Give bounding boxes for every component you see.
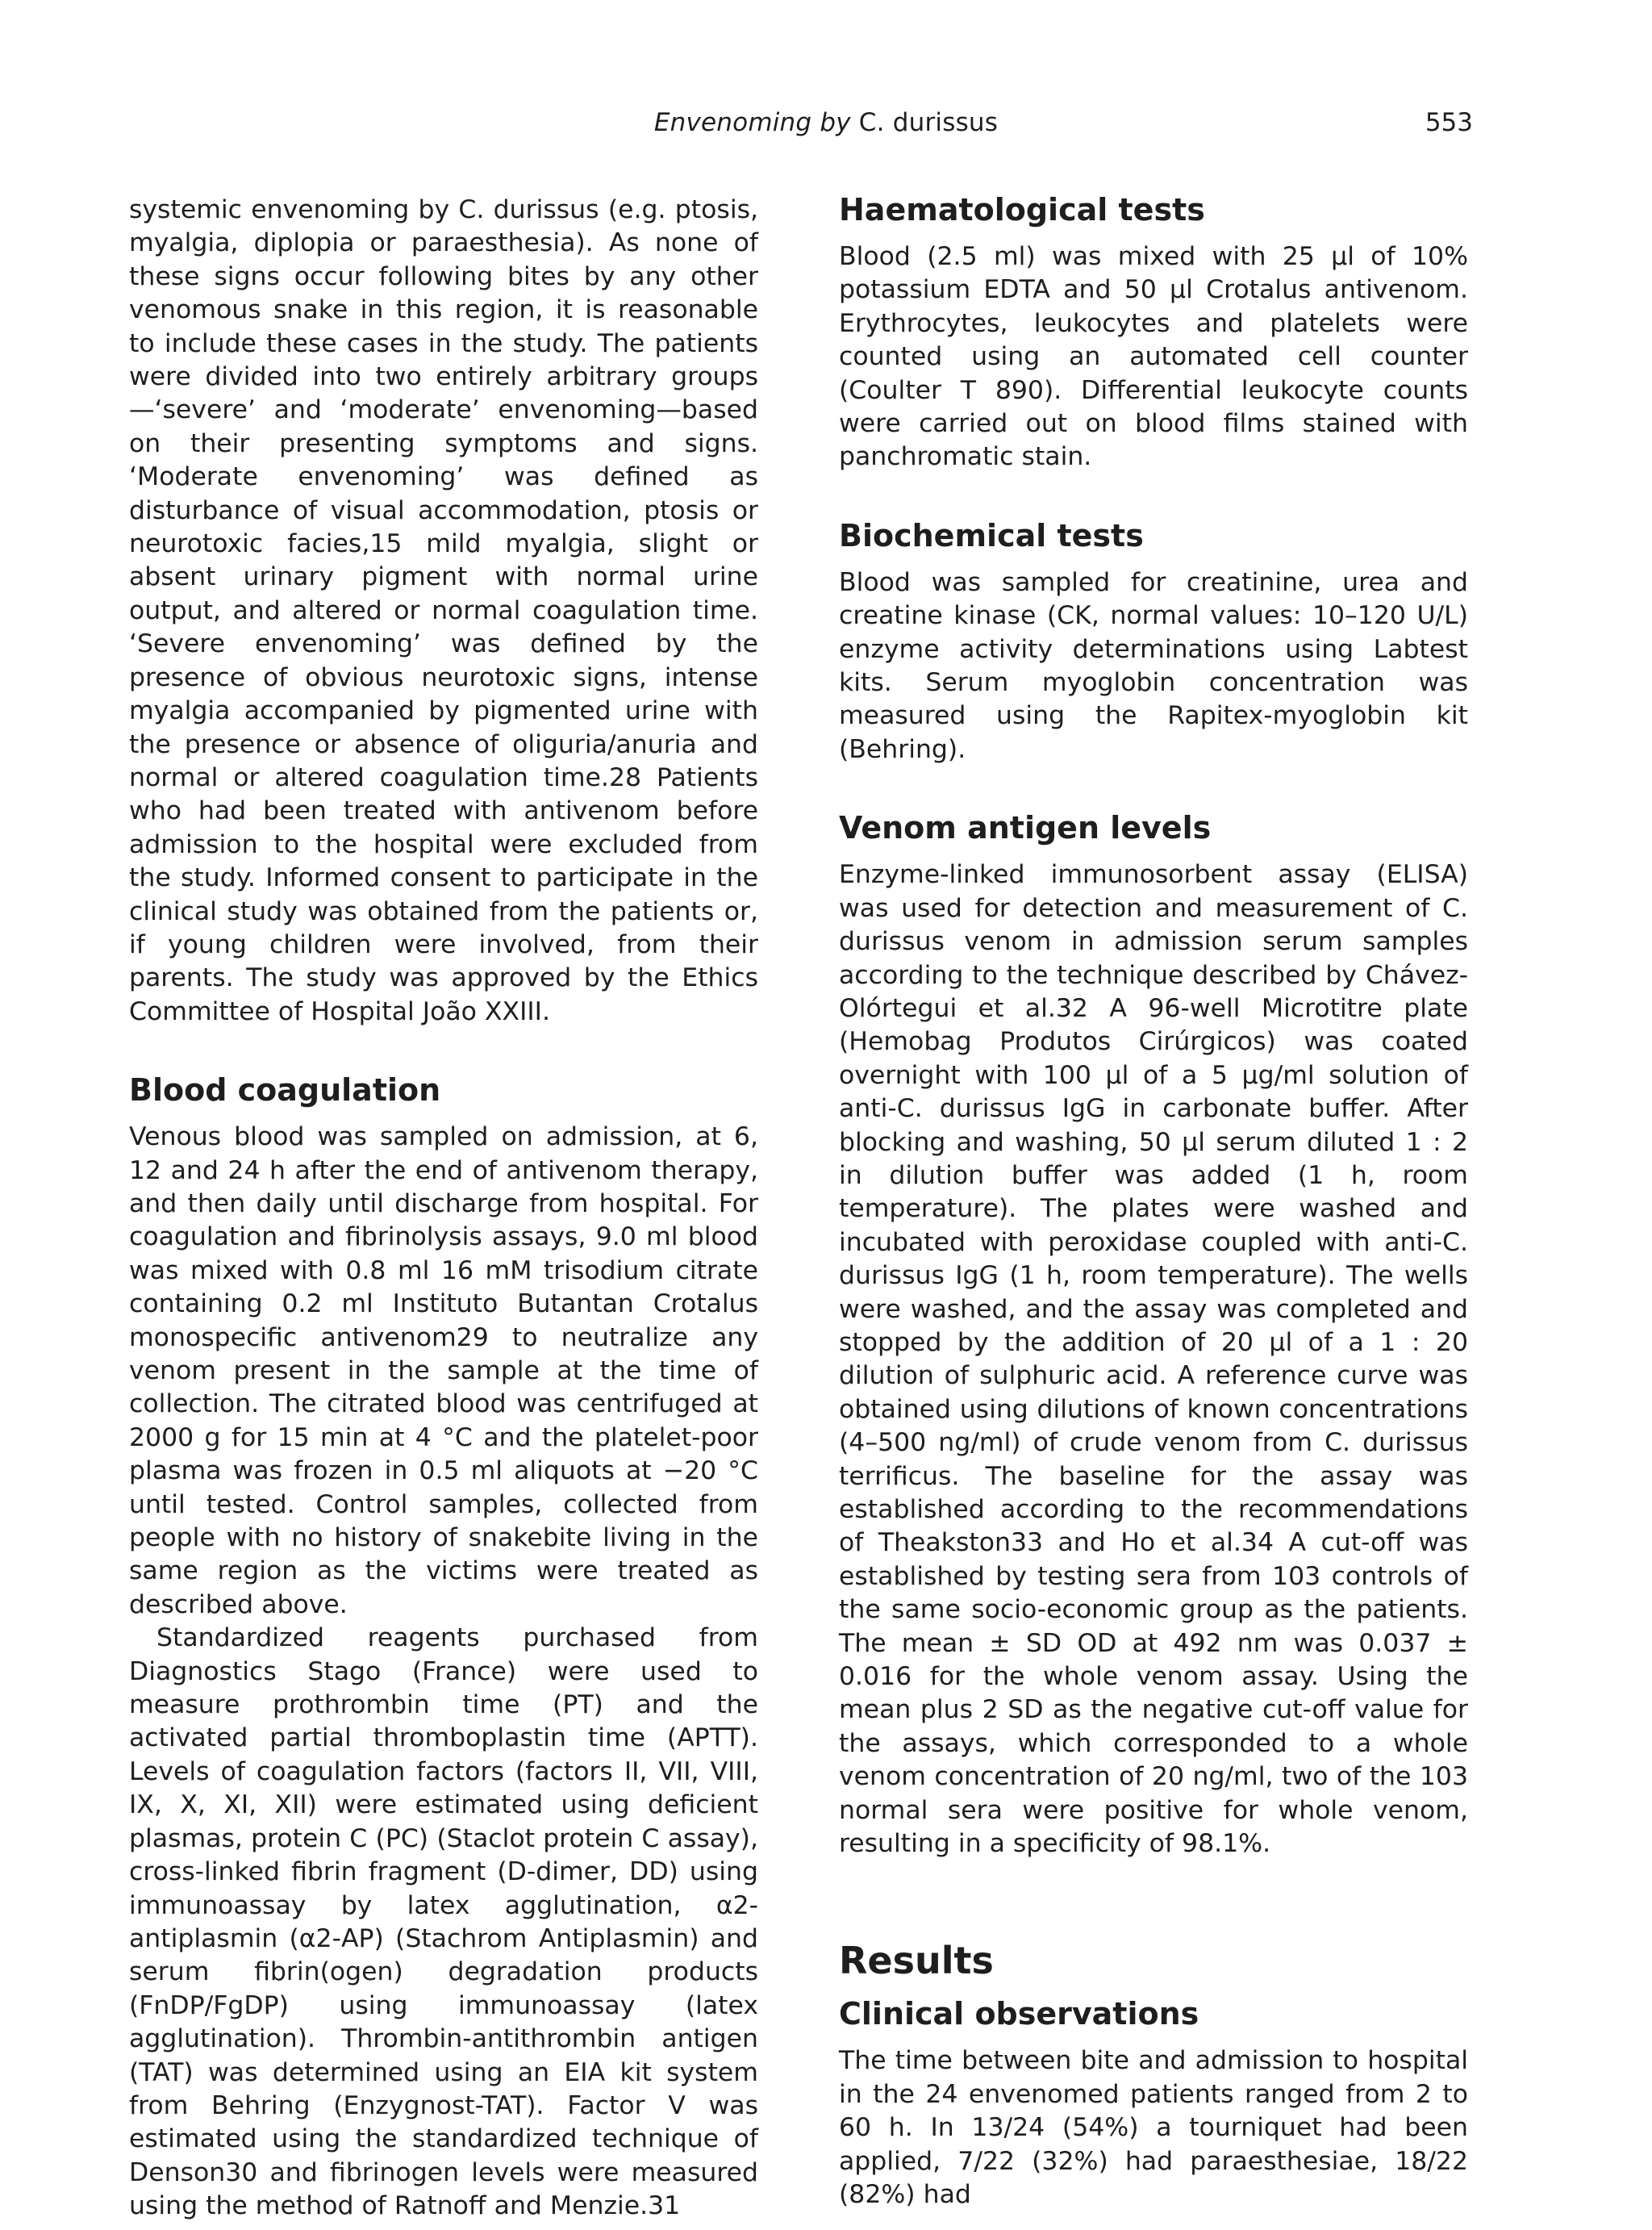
paragraph-clinical-observations: The time between bite and admission to hospital in the 24 envenomed patients ranged from 2 to 60 h. In 13/24 (54%) a tourniquet had been applied, 7/22 (32%) had paraesthesiae, 18/22 (82%) had (839, 2046, 1468, 2210)
heading-clinical-observations: Clinical observations (839, 1996, 1199, 2032)
heading-results: Results (839, 1939, 994, 1983)
running-header (0, 108, 1652, 148)
heading-biochemical-tests: Biochemical tests (839, 517, 1144, 553)
heading-haematological-tests: Haematological tests (839, 192, 1205, 228)
paragraph-biochemical-tests: Blood was sampled for creatinine, urea and creatine kinase (CK, normal values: 10–120 U/L) enzyme activity determinations using Labtest kits. Serum myoglobin concentration was measured using the Rapitex-myoglobin kit (Behring). (839, 567, 1468, 764)
page-number: 553 (1425, 108, 1473, 137)
paragraph-blood-coagulation-2: Standardized reagents purchased from Diagnostics Stago (France) were used to measure prothrombin time (PT) and the activated partial thromboplastin time (APTT). Levels of coagulation factors (factors II, VII, VIII, IX, X, XI, XII) were estimated using deficient plasmas, protein C (PC) (Staclot protein C assay), cross-linked fibrin fragment (D-dimer, DD) using immunoassay by latex agglutination, α2-antiplasmin (α2-AP) (Stachrom Antiplasmin) and serum fibrin(ogen) degradation products (FnDP/FgDP) using immunoassay (latex agglutination). Thrombin-antithrombin antigen (TAT) was determined using an EIA kit system from Behring (Enzygnost-TAT). Factor V was estimated using the standardized technique of Denson30 and fibrinogen levels were measured using the method of Ratnoff and Menzie.31 (129, 1623, 758, 2221)
running-title: Envenoming by C. durissus (653, 108, 999, 137)
heading-blood-coagulation: Blood coagulation (129, 1072, 441, 1109)
right-column (839, 194, 1468, 2212)
heading-venom-antigen-levels: Venom antigen levels (839, 810, 1212, 846)
paragraph-venom-antigen-levels: Enzyme-linked immunosorbent assay (ELISA) was used for detection and measurement of C. durissus venom in admission serum samples according to the technique described by Chávez-Olórtegui et al.32 A 96-well Microtitre plate (Hemobag Produtos Cirúrgicos) was coated overnight with 100 μl of a 5 μg/ml solution of anti-C. durissus IgG in carbonate buffer. After blocking and washing, 50 μl serum diluted 1 : 2 in dilution buffer was added (1 h, room temperature). The plates were washed and incubated with peroxidase coupled with anti-C. durissus IgG (1 h, room temperature). The wells were washed, and the assay was completed and stopped by the addition of 20 μl of a 1 : 20 dilution of sulphuric acid. A reference curve was obtained using dilutions of known concentrations (4–500 ng/ml) of crude venom from C. durissus terrificus. The baseline for the assay was established according to the recommendations of Theakston33 and Ho et al.34 A cut-off was established by testing sera from 103 controls of the same socio-economic group as the patients. The mean ± SD OD at 492 nm was 0.037 ± 0.016 for the whole venom assay. Using the mean plus 2 SD as the negative cut-off value for the assays, which corresponded to a whole venom concentration of 20 ng/ml, two of the 103 normal sera were positive for whole venom, resulting in a specificity of 98.1%. (839, 860, 1468, 1859)
paragraph-haematological-tests: Blood (2.5 ml) was mixed with 25 μl of 10% potassium EDTA and 50 μl Crotalus antivenom. Erythrocytes, leukocytes and platelets were counted using an automated cell counter (Coulter T 890). Differential leukocyte counts were carried out on blood films stained with panchromatic stain. (839, 242, 1468, 472)
paragraph-blood-coagulation-1: Venous blood was sampled on admission, at 6, 12 and 24 h after the end of antivenom therapy, and then daily until discharge from hospital. For coagulation and fibrinolysis assays, 9.0 ml blood was mixed with 0.8 ml 16 mM trisodium citrate containing 0.2 ml Instituto Butantan Crotalus monospecific antivenom29 to neutralize any venom present in the sample at the time of collection. The citrated blood was centrifuged at 2000 g for 15 min at 4 °C and the platelet-poor plasma was frozen in 0.5 ml aliquots at −20 °C until tested. Control samples, collected from people with no history of snakebite living in the same region as the victims were treated as described above. (129, 1122, 758, 1619)
paragraph-intro: systemic envenoming by C. durissus (e.g. ptosis, myalgia, diplopia or paraesthesia). As none of these signs occur following bites by any other venomous snake in this region, it is reasonable to include these cases in the study. The patients were divided into two entirely arbitrary groups—‘severe’ and ‘moderate’ envenoming—based on their presenting symptoms and signs. ‘Moderate envenoming’ was defined as disturbance of visual accommodation, ptosis or neurotoxic facies,15 mild myalgia, slight or absent urinary pigment with normal urine output, and altered or normal coagulation time. ‘Severe envenoming’ was defined by the presence of obvious neurotoxic signs, intense myalgia accompanied by pigmented urine with the presence or absence of oliguria/anuria and normal or altered coagulation time.28 Patients who had been treated with antivenom before admission to the hospital were excluded from the study. Informed consent to participate in the clinical study was obtained from the patients or, if young children were involved, from their parents. The study was approved by the Ethics Committee of Hospital João XXIII. (129, 195, 758, 1026)
left-column (129, 194, 758, 2224)
